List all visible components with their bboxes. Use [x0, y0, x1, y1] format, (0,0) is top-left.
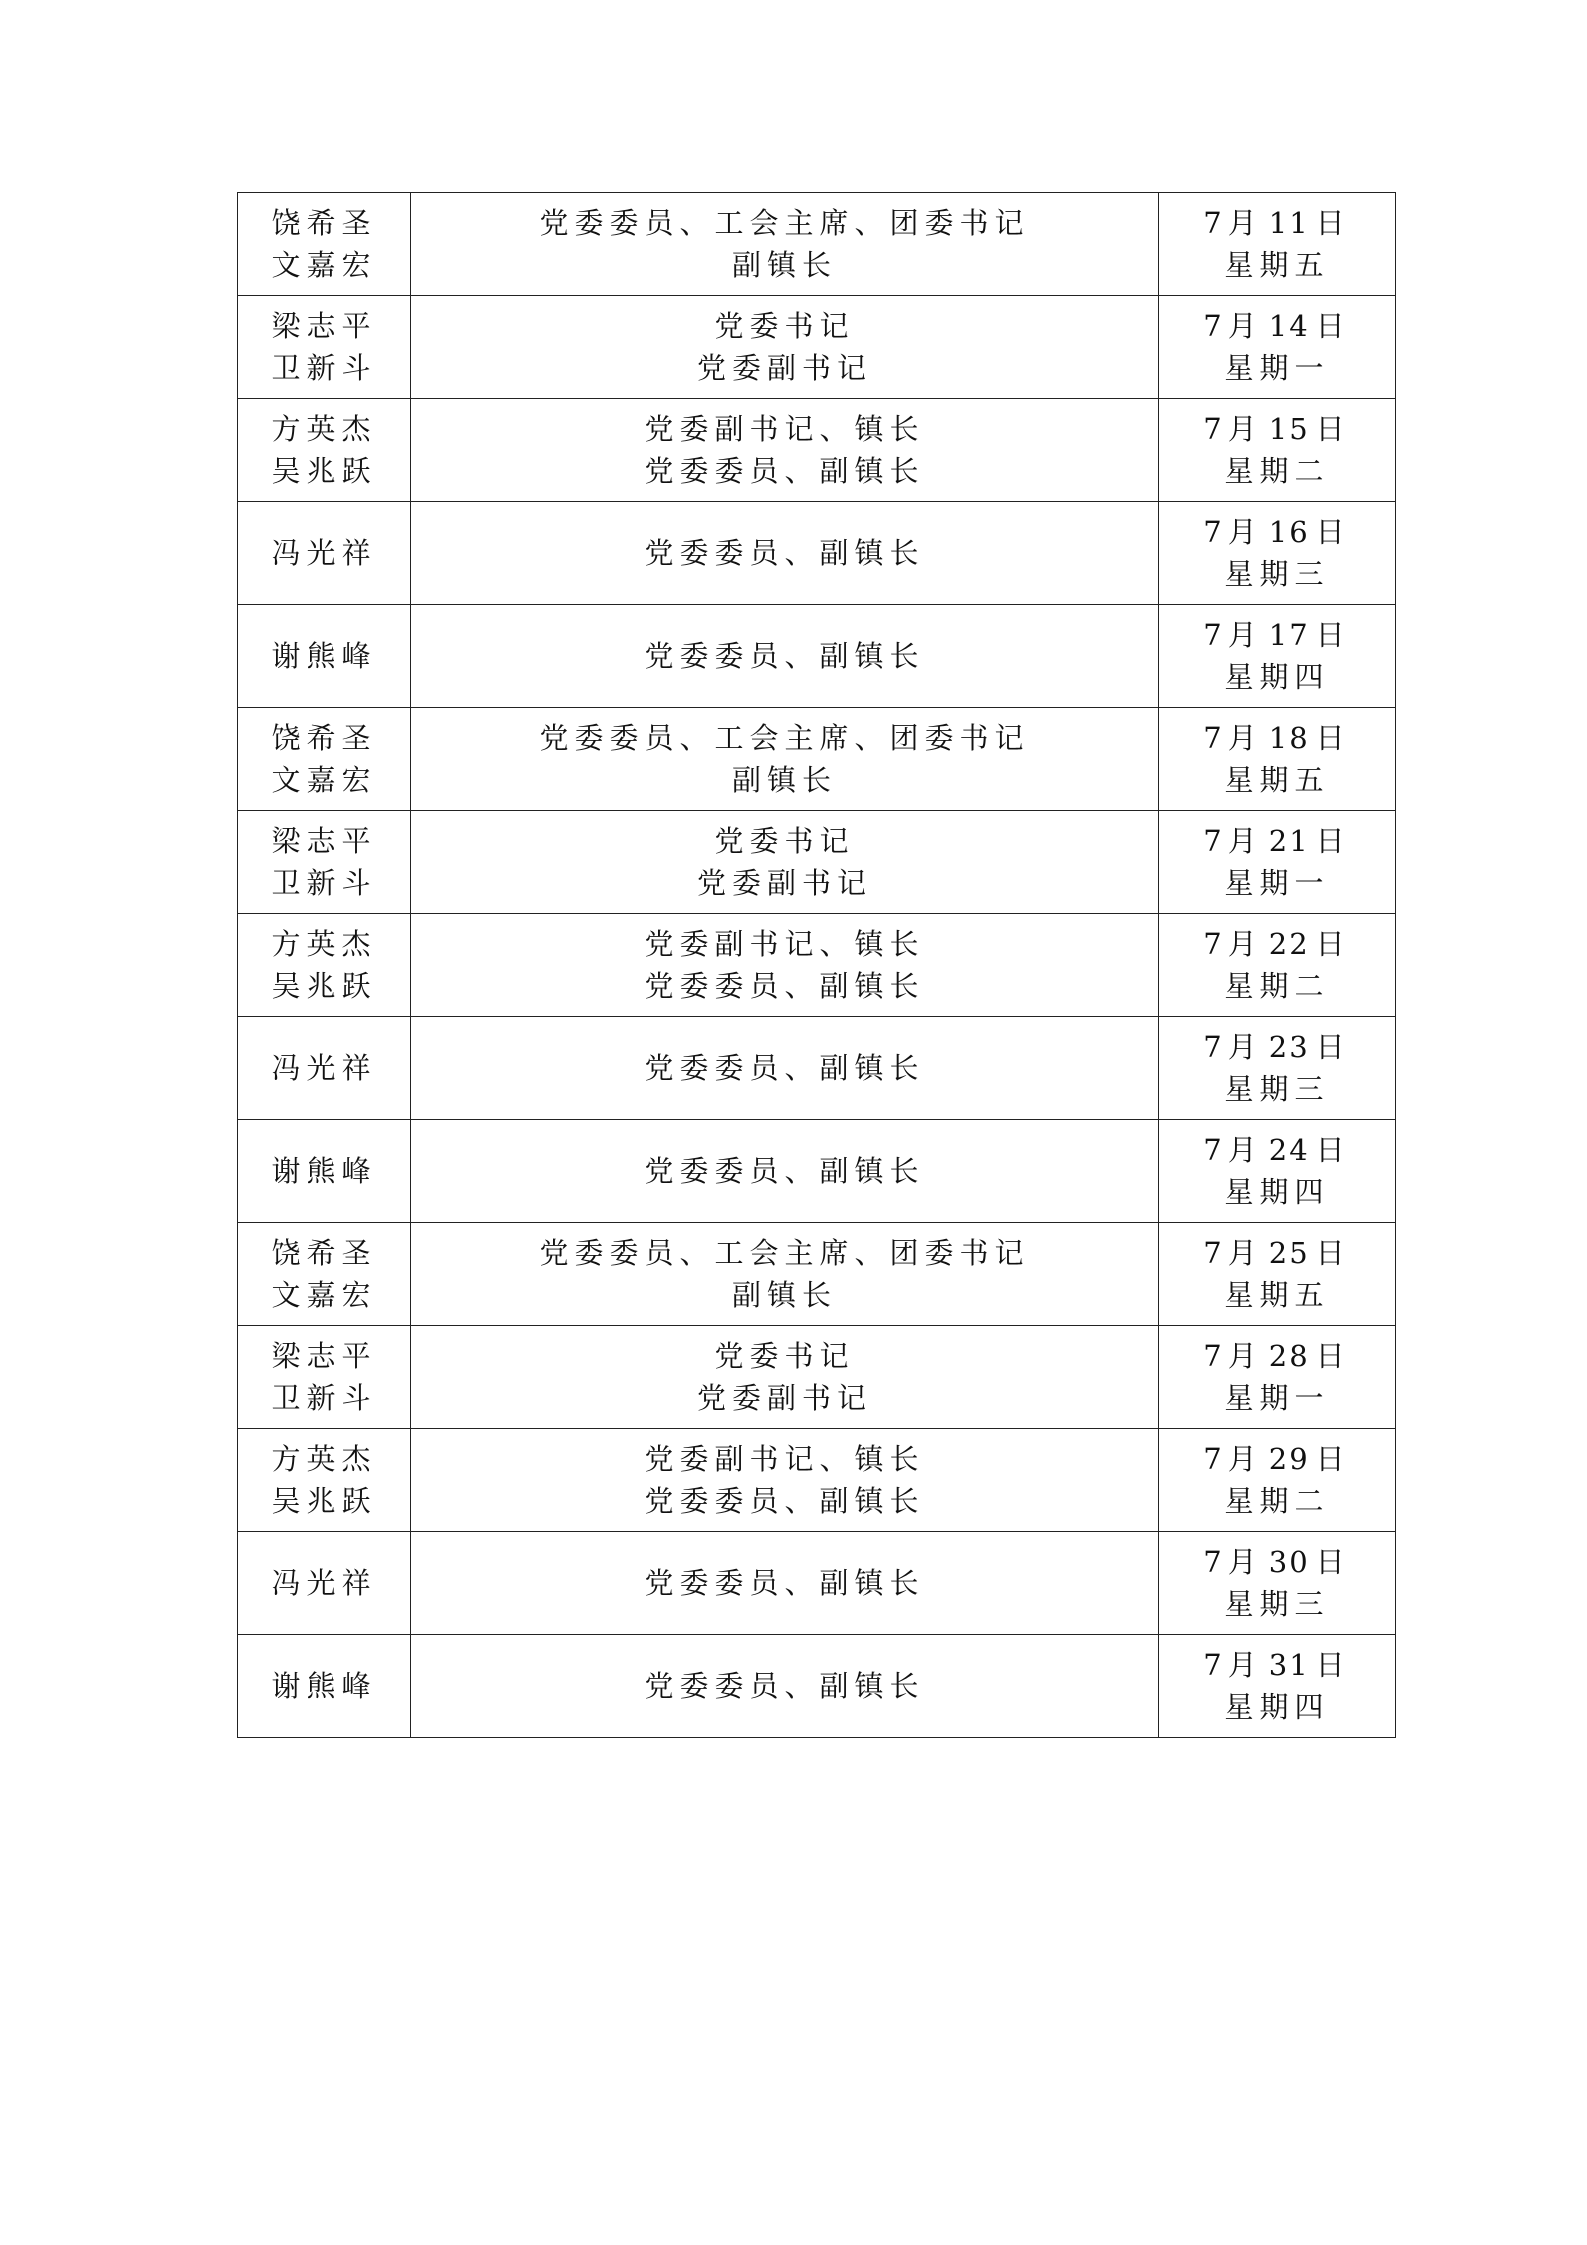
date-text: [1159, 305, 1395, 347]
position-title: 党委委员、副镇长: [644, 969, 925, 1003]
day-suffix: 日: [1315, 618, 1351, 652]
month-suffix: 月: [1227, 515, 1263, 549]
position-cell: [411, 1429, 1159, 1532]
position-cell: [411, 399, 1159, 502]
position-title: 党委副书记: [696, 351, 872, 385]
person-name: 文嘉宏: [271, 1278, 377, 1312]
month-suffix: 月: [1227, 412, 1263, 446]
name-cell: [238, 193, 411, 296]
date-day: 29: [1268, 1442, 1310, 1476]
position-cell: [411, 1120, 1159, 1223]
date-month: 7: [1203, 618, 1228, 652]
person-name: 谢熊峰: [271, 639, 377, 673]
weekday-text: 星期五: [1224, 763, 1330, 797]
person-name: 卫新斗: [271, 1381, 377, 1415]
day-suffix: 日: [1315, 1339, 1351, 1373]
position-cell: [411, 296, 1159, 399]
person-name: 梁志平: [271, 309, 377, 343]
schedule-table: [237, 192, 1396, 1738]
month-suffix: 月: [1227, 1442, 1263, 1476]
day-suffix: 日: [1315, 309, 1351, 343]
position-title: 党委委员、工会主席、团委书记: [539, 1236, 1030, 1270]
position-cell: [411, 811, 1159, 914]
date-day: 21: [1268, 824, 1310, 858]
table-row: [238, 1017, 1396, 1120]
month-suffix: 月: [1227, 1648, 1263, 1682]
date-text: [1159, 1541, 1395, 1583]
weekday-text: 星期四: [1224, 1690, 1330, 1724]
date-text: [1159, 1438, 1395, 1480]
weekday-text: 星期五: [1224, 248, 1330, 282]
name-cell: [238, 708, 411, 811]
date-day: 30: [1268, 1545, 1310, 1579]
date-cell: [1159, 914, 1396, 1017]
weekday-text: 星期三: [1224, 1587, 1330, 1621]
date-cell: [1159, 399, 1396, 502]
table-row: [238, 502, 1396, 605]
date-month: 7: [1203, 721, 1228, 755]
date-month: 7: [1203, 206, 1228, 240]
weekday-text: 星期三: [1224, 1072, 1330, 1106]
position-title: 党委副书记、镇长: [644, 927, 925, 961]
position-cell: [411, 708, 1159, 811]
person-name: 饶希圣: [271, 1236, 377, 1270]
date-text: [1159, 1129, 1395, 1171]
date-text: [1159, 1026, 1395, 1068]
date-month: 7: [1203, 824, 1228, 858]
month-suffix: 月: [1227, 927, 1263, 961]
date-cell: [1159, 1223, 1396, 1326]
date-text: [1159, 202, 1395, 244]
date-cell: [1159, 1017, 1396, 1120]
position-title: 党委委员、副镇长: [644, 1484, 925, 1518]
position-title: 党委书记: [714, 824, 855, 858]
position-cell: [411, 1017, 1159, 1120]
name-cell: [238, 1326, 411, 1429]
person-name: 方英杰: [271, 412, 377, 446]
table-row: [238, 1429, 1396, 1532]
name-cell: [238, 296, 411, 399]
date-cell: [1159, 296, 1396, 399]
date-text: [1159, 717, 1395, 759]
position-cell: [411, 1532, 1159, 1635]
date-day: 25: [1268, 1236, 1310, 1270]
date-month: 7: [1203, 1648, 1228, 1682]
person-name: 文嘉宏: [271, 248, 377, 282]
position-title: 党委副书记: [696, 1381, 872, 1415]
name-cell: [238, 1635, 411, 1738]
date-text: [1159, 511, 1395, 553]
day-suffix: 日: [1315, 515, 1351, 549]
position-title: 党委委员、副镇长: [644, 1051, 925, 1085]
day-suffix: 日: [1315, 721, 1351, 755]
position-title: 党委委员、副镇长: [644, 639, 925, 673]
date-text: [1159, 820, 1395, 862]
weekday-text: 星期一: [1224, 1381, 1330, 1415]
date-month: 7: [1203, 1442, 1228, 1476]
person-name: 梁志平: [271, 1339, 377, 1373]
weekday-text: 星期五: [1224, 1278, 1330, 1312]
position-cell: [411, 1223, 1159, 1326]
name-cell: [238, 605, 411, 708]
day-suffix: 日: [1315, 927, 1351, 961]
name-cell: [238, 914, 411, 1017]
date-day: 28: [1268, 1339, 1310, 1373]
month-suffix: 月: [1227, 1030, 1263, 1064]
table-row: [238, 296, 1396, 399]
name-cell: [238, 1120, 411, 1223]
date-day: 17: [1268, 618, 1310, 652]
month-suffix: 月: [1227, 824, 1263, 858]
date-day: 11: [1268, 206, 1310, 240]
person-name: 饶希圣: [271, 721, 377, 755]
weekday-text: 星期四: [1224, 660, 1330, 694]
date-cell: [1159, 1635, 1396, 1738]
position-title: 副镇长: [731, 1278, 837, 1312]
day-suffix: 日: [1315, 1545, 1351, 1579]
month-suffix: 月: [1227, 206, 1263, 240]
date-day: 23: [1268, 1030, 1310, 1064]
person-name: 吴兆跃: [271, 454, 377, 488]
position-cell: [411, 193, 1159, 296]
date-day: 22: [1268, 927, 1310, 961]
weekday-text: 星期一: [1224, 351, 1330, 385]
person-name: 卫新斗: [271, 866, 377, 900]
person-name: 谢熊峰: [271, 1154, 377, 1188]
position-title: 党委委员、工会主席、团委书记: [539, 721, 1030, 755]
person-name: 冯光祥: [271, 1566, 377, 1600]
date-day: 15: [1268, 412, 1310, 446]
name-cell: [238, 1429, 411, 1532]
date-month: 7: [1203, 1030, 1228, 1064]
date-text: [1159, 1335, 1395, 1377]
name-cell: [238, 399, 411, 502]
date-month: 7: [1203, 927, 1228, 961]
person-name: 冯光祥: [271, 536, 377, 570]
name-cell: [238, 811, 411, 914]
weekday-text: 星期一: [1224, 866, 1330, 900]
position-cell: [411, 502, 1159, 605]
position-title: 党委委员、工会主席、团委书记: [539, 206, 1030, 240]
person-name: 谢熊峰: [271, 1669, 377, 1703]
date-day: 31: [1268, 1648, 1310, 1682]
day-suffix: 日: [1315, 1133, 1351, 1167]
month-suffix: 月: [1227, 618, 1263, 652]
schedule-table-body: [238, 193, 1396, 1738]
weekday-text: 星期三: [1224, 557, 1330, 591]
name-cell: [238, 1532, 411, 1635]
date-month: 7: [1203, 1133, 1228, 1167]
table-row: [238, 1635, 1396, 1738]
person-name: 吴兆跃: [271, 969, 377, 1003]
weekday-text: 星期二: [1224, 454, 1330, 488]
date-month: 7: [1203, 412, 1228, 446]
person-name: 吴兆跃: [271, 1484, 377, 1518]
month-suffix: 月: [1227, 1133, 1263, 1167]
date-text: [1159, 614, 1395, 656]
person-name: 冯光祥: [271, 1051, 377, 1085]
day-suffix: 日: [1315, 1030, 1351, 1064]
date-cell: [1159, 502, 1396, 605]
date-cell: [1159, 1532, 1396, 1635]
date-day: 24: [1268, 1133, 1310, 1167]
position-cell: [411, 1635, 1159, 1738]
date-text: [1159, 1232, 1395, 1274]
date-day: 16: [1268, 515, 1310, 549]
day-suffix: 日: [1315, 824, 1351, 858]
position-cell: [411, 1326, 1159, 1429]
person-name: 饶希圣: [271, 206, 377, 240]
table-row: [238, 1120, 1396, 1223]
day-suffix: 日: [1315, 1236, 1351, 1270]
person-name: 梁志平: [271, 824, 377, 858]
date-cell: [1159, 1429, 1396, 1532]
position-title: 党委书记: [714, 309, 855, 343]
table-row: [238, 605, 1396, 708]
person-name: 方英杰: [271, 927, 377, 961]
date-cell: [1159, 708, 1396, 811]
date-day: 18: [1268, 721, 1310, 755]
position-cell: [411, 605, 1159, 708]
date-month: 7: [1203, 309, 1228, 343]
position-title: 党委委员、副镇长: [644, 536, 925, 570]
position-title: 副镇长: [731, 248, 837, 282]
day-suffix: 日: [1315, 412, 1351, 446]
position-cell: [411, 914, 1159, 1017]
month-suffix: 月: [1227, 1339, 1263, 1373]
date-month: 7: [1203, 1236, 1228, 1270]
month-suffix: 月: [1227, 309, 1263, 343]
date-cell: [1159, 605, 1396, 708]
person-name: 文嘉宏: [271, 763, 377, 797]
position-title: 党委委员、副镇长: [644, 1566, 925, 1600]
position-title: 党委副书记: [696, 866, 872, 900]
date-month: 7: [1203, 1545, 1228, 1579]
date-text: [1159, 923, 1395, 965]
date-cell: [1159, 811, 1396, 914]
table-row: [238, 1326, 1396, 1429]
table-row: [238, 914, 1396, 1017]
position-title: 副镇长: [731, 763, 837, 797]
date-cell: [1159, 1120, 1396, 1223]
position-title: 党委副书记、镇长: [644, 1442, 925, 1476]
date-text: [1159, 1644, 1395, 1686]
date-month: 7: [1203, 515, 1228, 549]
table-row: [238, 1223, 1396, 1326]
date-day: 14: [1268, 309, 1310, 343]
day-suffix: 日: [1315, 1648, 1351, 1682]
month-suffix: 月: [1227, 721, 1263, 755]
month-suffix: 月: [1227, 1545, 1263, 1579]
day-suffix: 日: [1315, 206, 1351, 240]
table-row: [238, 1532, 1396, 1635]
name-cell: [238, 1223, 411, 1326]
month-suffix: 月: [1227, 1236, 1263, 1270]
weekday-text: 星期二: [1224, 1484, 1330, 1518]
table-row: [238, 193, 1396, 296]
position-title: 党委书记: [714, 1339, 855, 1373]
position-title: 党委副书记、镇长: [644, 412, 925, 446]
table-row: [238, 399, 1396, 502]
name-cell: [238, 502, 411, 605]
position-title: 党委委员、副镇长: [644, 1154, 925, 1188]
weekday-text: 星期四: [1224, 1175, 1330, 1209]
day-suffix: 日: [1315, 1442, 1351, 1476]
name-cell: [238, 1017, 411, 1120]
position-title: 党委委员、副镇长: [644, 454, 925, 488]
date-cell: [1159, 193, 1396, 296]
position-title: 党委委员、副镇长: [644, 1669, 925, 1703]
table-row: [238, 811, 1396, 914]
table-row: [238, 708, 1396, 811]
date-cell: [1159, 1326, 1396, 1429]
date-month: 7: [1203, 1339, 1228, 1373]
person-name: 卫新斗: [271, 351, 377, 385]
date-text: [1159, 408, 1395, 450]
person-name: 方英杰: [271, 1442, 377, 1476]
weekday-text: 星期二: [1224, 969, 1330, 1003]
